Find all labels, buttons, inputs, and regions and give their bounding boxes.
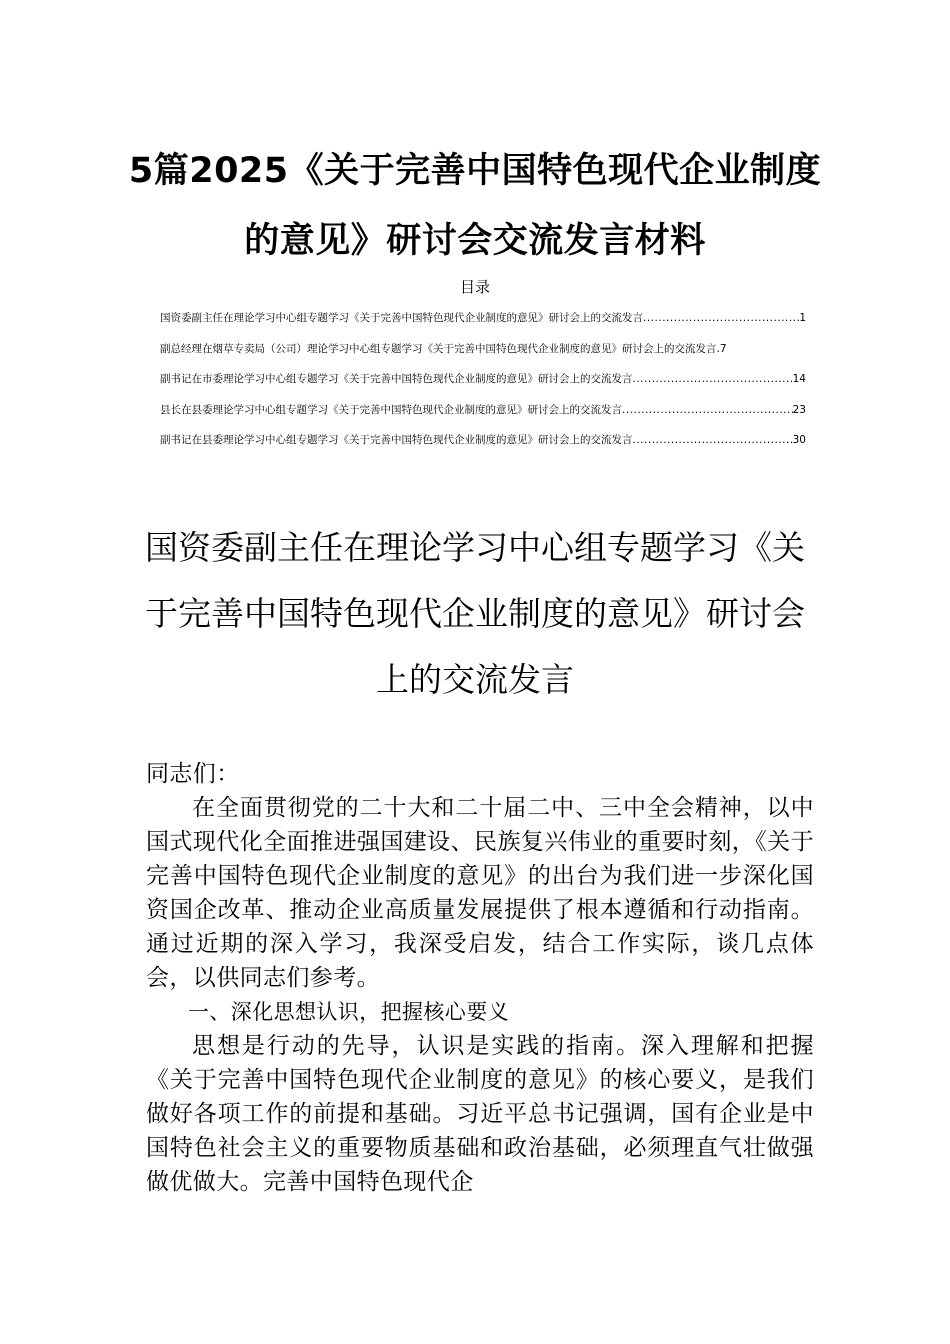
toc-entry[interactable] bbox=[160, 432, 806, 463]
toc-entry-text: 副书记在市委理论学习中心组专题学习《关于完善中国特色现代企业制度的意见》研讨会上的交流发言 bbox=[160, 373, 633, 385]
toc-entry[interactable] bbox=[160, 310, 806, 341]
toc-entry-text: 副书记在县委理论学习中心组专题学习《关于完善中国特色现代企业制度的意见》研讨会上的交流发言 bbox=[160, 434, 633, 446]
salutation: 同志们： bbox=[146, 761, 240, 787]
toc-entry-page: .7 bbox=[716, 342, 727, 355]
toc-leader-dots bbox=[633, 434, 793, 446]
subheading: 一、深化思想认识，把握核心要义 bbox=[188, 1000, 509, 1024]
toc-entry[interactable] bbox=[160, 341, 806, 372]
toc-entry-page: 1 bbox=[799, 312, 806, 324]
toc-leader-dots bbox=[622, 404, 793, 416]
toc-heading: 目录 bbox=[459, 278, 490, 296]
paragraph: 在全面贯彻党的二十大和二十届二中、三中全会精神，以中国式现代化全面推进强国建设、民族复兴伟业的重要时刻，《关于完善中国特色现代企业制度的意见》的出台为我们进一步深化国资国企改革、推动企业高质量发展提供了根本遵循和行动指南。通过近期的深入学习，我深受启发，结合工作实际，谈几点体会，以供同志们参考。 bbox=[146, 795, 814, 991]
toc-entry-page: 23 bbox=[792, 403, 806, 416]
toc-entry-page: 30 bbox=[792, 434, 806, 446]
toc-entry-page: 14 bbox=[792, 373, 806, 385]
paragraph: 思想是行动的先导，认识是实践的指南。深入理解和把握《关于完善中国特色现代企业制度的意见》的核心要义，是我们做好各项工作的前提和基础。习近平总书记强调，国有企业是中国特色社会主义的重要物质基础和政治基础，必须理直气壮做强做优做大。完善中国特色现代企 bbox=[146, 1033, 814, 1195]
document-title: 5篇2025《关于完善中国特色现代企业制度的意见》研讨会交流发言材料 bbox=[128, 151, 822, 261]
toc-entry[interactable] bbox=[160, 371, 806, 402]
section-title: 国资委副主任在理论学习中心组专题学习《关于完善中国特色现代企业制度的意见》研讨会上的交流发言 bbox=[145, 528, 805, 699]
toc-entry[interactable] bbox=[160, 402, 806, 433]
table-of-contents bbox=[160, 310, 806, 463]
toc-entry-text: 副总经理在烟草专卖局（公司）理论学习中心组专题学习《关于完善中国特色现代企业制度的意见》研讨会上的交流发言 bbox=[160, 342, 717, 355]
body-text bbox=[146, 757, 814, 1199]
toc-leader-dots bbox=[643, 312, 799, 324]
toc-entry-text: 县长在县委理论学习中心组专题学习《关于完善中国特色现代企业制度的意见》研讨会上的交流发言 bbox=[160, 403, 622, 416]
toc-entry-text: 国资委副主任在理论学习中心组专题学习《关于完善中国特色现代企业制度的意见》研讨会上的交流发言 bbox=[160, 312, 643, 324]
toc-leader-dots bbox=[633, 373, 793, 385]
